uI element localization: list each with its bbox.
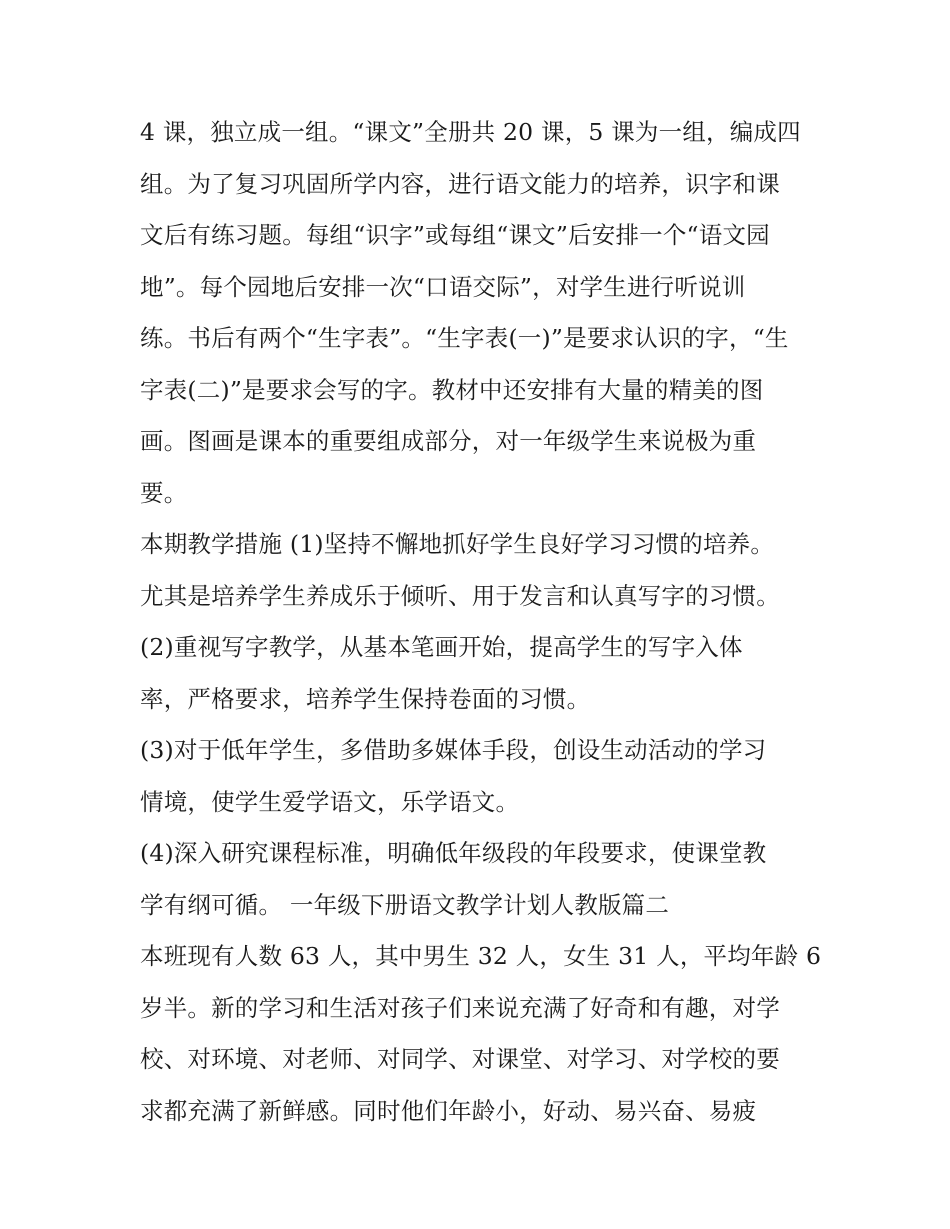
text-line: 尤其是培养学生养成乐于倾听、用于发言和认真写字的习惯。 (140, 581, 780, 610)
text-line: 画。图画是课本的重要组成部分，对一年级学生来说极为重 (140, 427, 757, 455)
text-line: 本班现有人数 63 人，其中男生 32 人，女生 31 人，平均年龄 6 (140, 942, 822, 970)
text-line: 字表(二)”是要求会写的字。教材中还安排有大量的精美的图 (140, 375, 764, 404)
text-line: 校、对环境、对老师、对同学、对课堂、对学习、对学校的要 (140, 1045, 780, 1073)
text-line: 地”。每个园地后安排一次“口语交际”，对学生进行听说训 (140, 272, 746, 301)
text-line: 练。书后有两个“生字表”。“生字表(一)”是要求认识的字，“生 (140, 324, 789, 352)
text-line: (2)重视写字教学，从基本笔画开始，提高学生的写字入体 (140, 633, 743, 661)
body-text (140, 107, 820, 1137)
text-line: 要。 (140, 478, 188, 507)
text-line: (4)深入研究课程标准，明确低年级段的年段要求，使课堂教 (140, 839, 767, 867)
text-line: 本期教学措施 (1)坚持不懈地抓好学生良好学习习惯的培养。 (140, 530, 775, 558)
text-line: 岁半。新的学习和生活对孩子们来说充满了好奇和有趣，对学 (140, 993, 780, 1022)
text-line: 率，严格要求，培养学生保持卷面的习惯。 (140, 684, 591, 713)
text-line: 文后有练习题。每组“识字”或每组“课文”后安排一个“语文园 (140, 221, 770, 249)
text-line: (3)对于低年学生，多借助多媒体手段，创设生动活动的学习 (140, 736, 767, 764)
text-line: 情境，使学生爱学语文，乐学语文。 (140, 787, 520, 816)
text-line: 4 课，独立成一组。“课文”全册共 20 课，5 课为一组，编成四 (140, 118, 801, 146)
text-line: 学有纲可循。 一年级下册语文教学计划人教版篇二 (140, 890, 670, 919)
text-line: 组。为了复习巩固所学内容，进行语文能力的培养，识字和课 (140, 169, 780, 198)
text-line: 求都充满了新鲜感。同时他们年龄小，好动、易兴奋、易疲 (140, 1096, 757, 1125)
